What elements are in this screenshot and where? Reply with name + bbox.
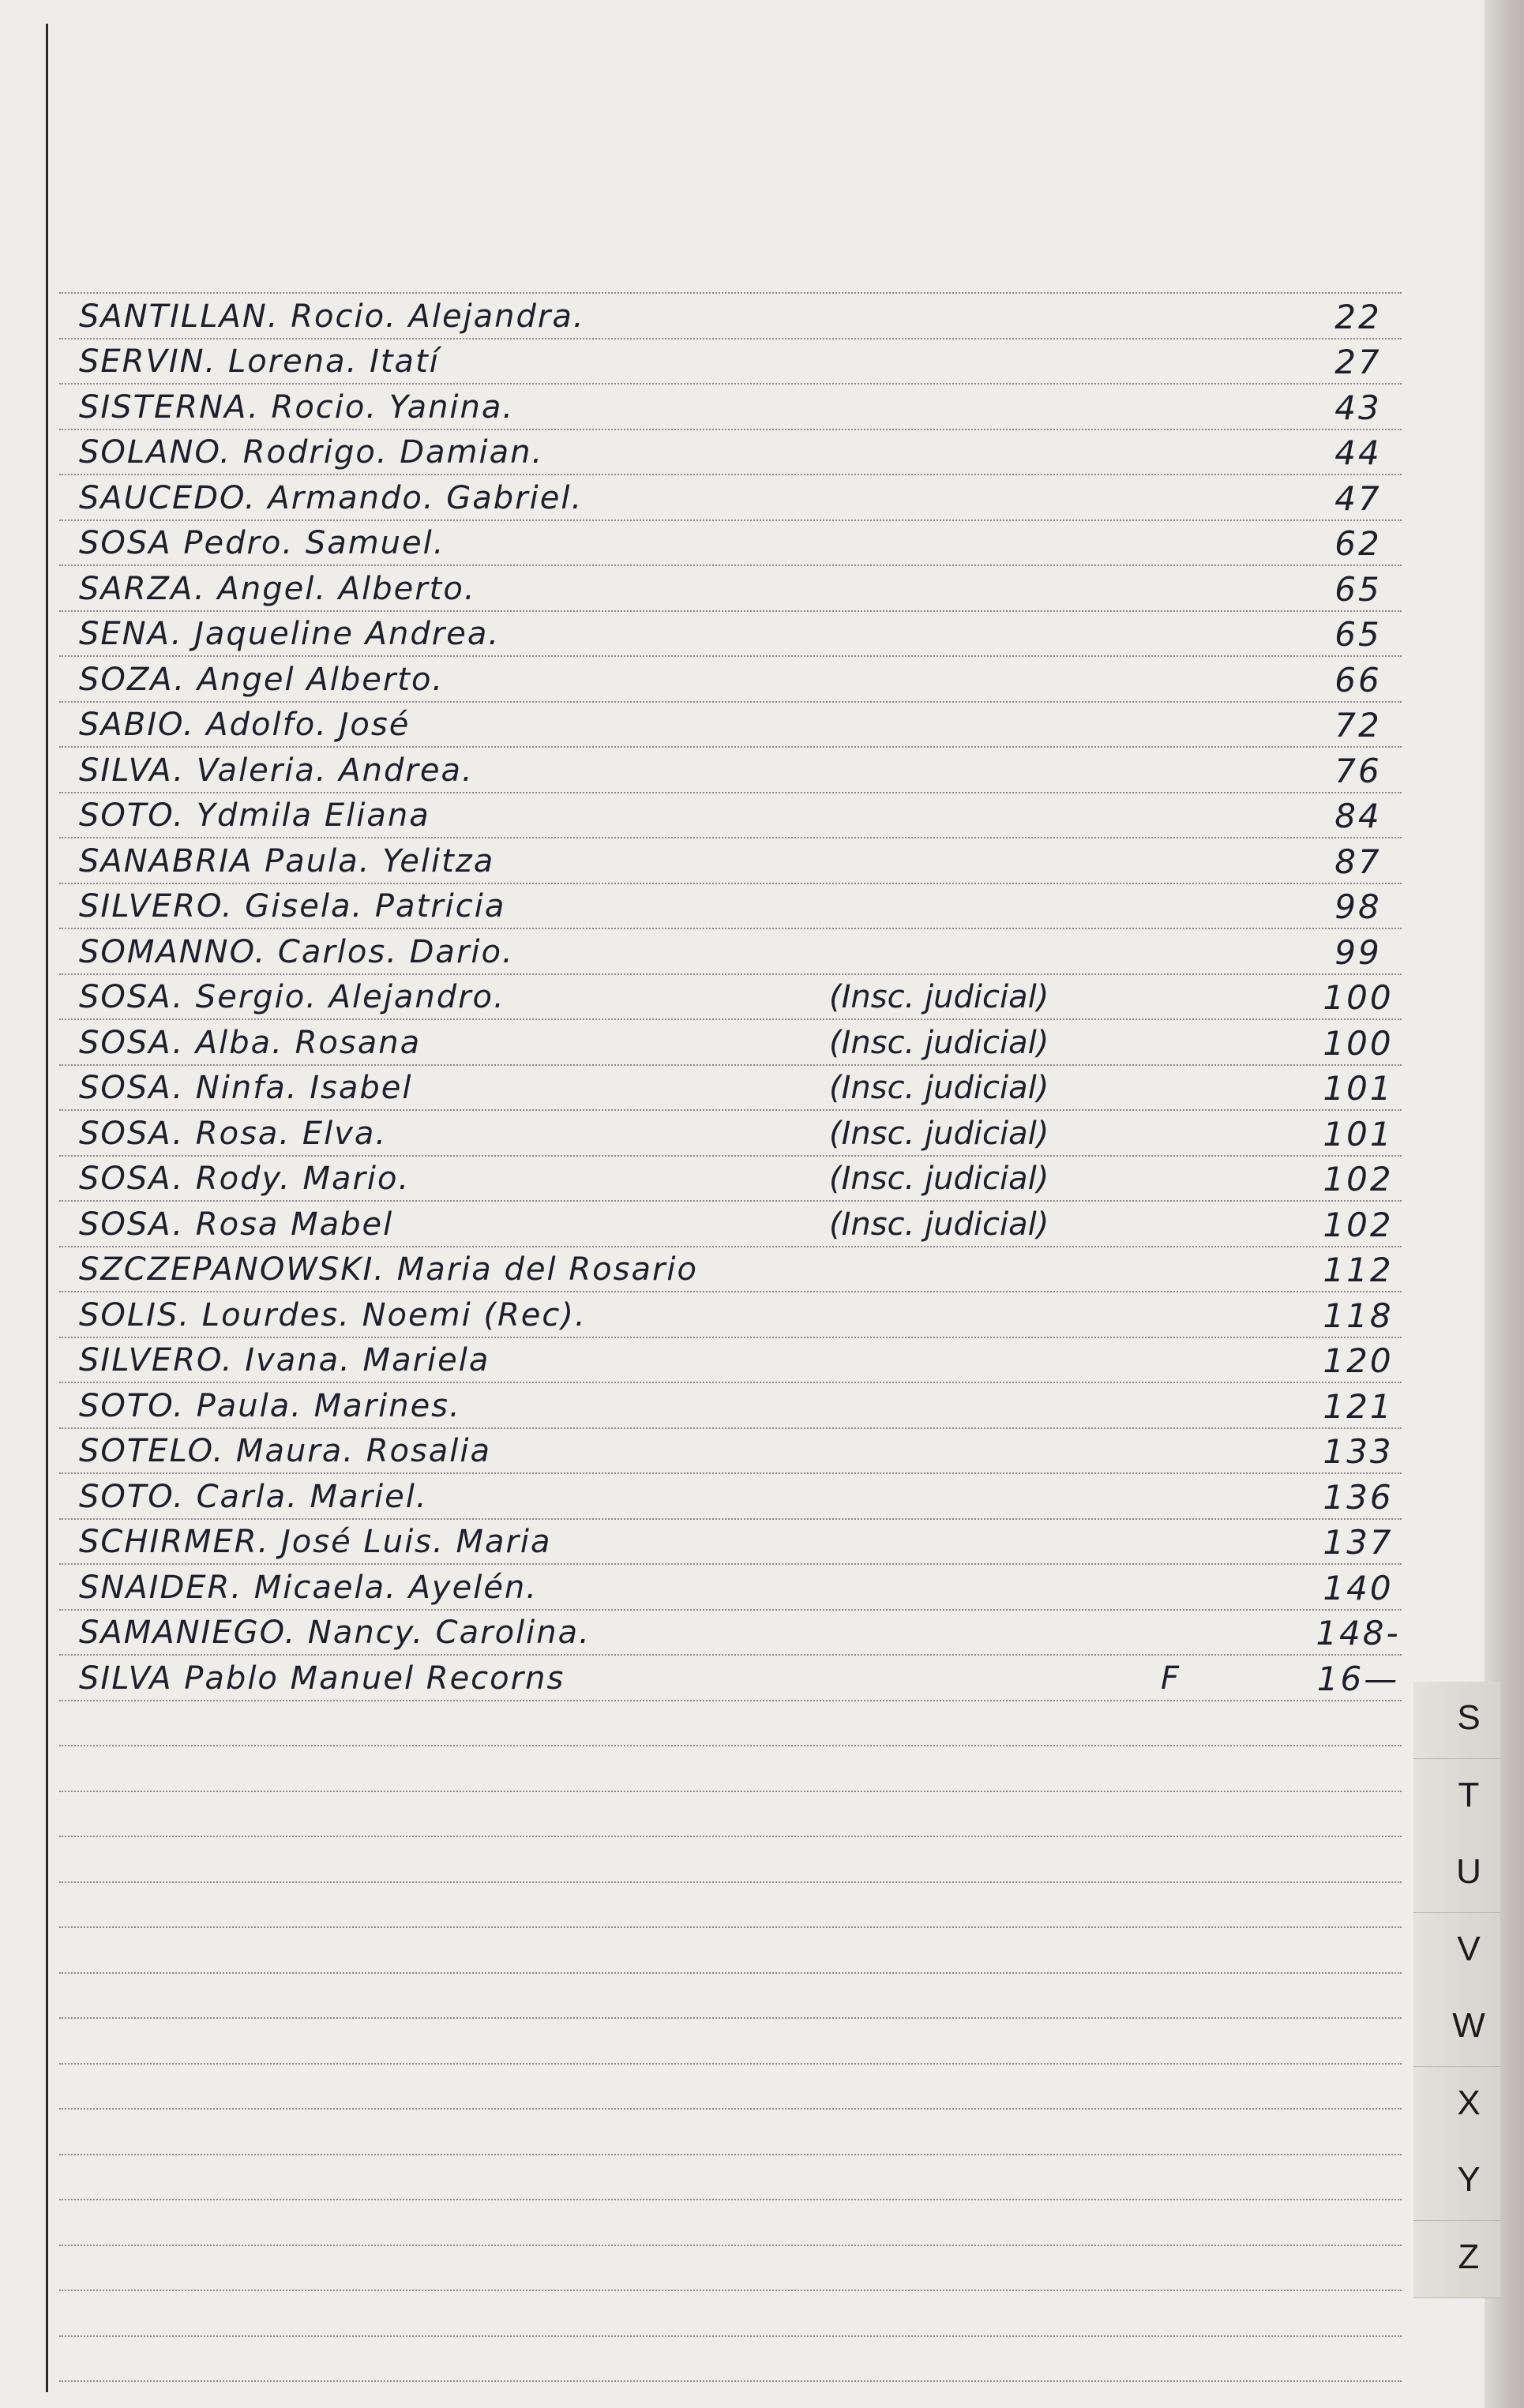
tab-letter: V xyxy=(1457,1929,1481,1968)
entry-name: SOLANO. Rodrigo. Damian. xyxy=(79,434,544,471)
ruled-line xyxy=(59,2199,1402,2200)
ruled-line xyxy=(59,2335,1402,2337)
index-entry xyxy=(79,478,1406,519)
index-entry xyxy=(79,433,1406,474)
entry-page-number: 62 xyxy=(1334,524,1382,563)
index-entry xyxy=(79,614,1406,655)
ruled-line xyxy=(59,1881,1402,1883)
tab-t[interactable] xyxy=(1413,1759,1500,1836)
index-entry xyxy=(79,887,1406,928)
index-entry xyxy=(79,1386,1406,1427)
entry-page-number: 118 xyxy=(1323,1296,1394,1335)
entry-page-number: 148- xyxy=(1316,1614,1401,1652)
index-entry xyxy=(79,342,1406,383)
ruled-line xyxy=(59,610,1402,612)
entry-name: SISTERNA. Rocio. Yanina. xyxy=(79,388,515,426)
entry-name: SOSA. Ninfa. Isabel xyxy=(79,1070,413,1106)
entry-name: SOSA. Rosa. Elva. xyxy=(79,1115,388,1152)
ruled-line xyxy=(59,837,1402,838)
entry-name: SABIO. Adolfo. José xyxy=(79,707,411,743)
ruled-line xyxy=(59,701,1402,703)
ruled-line xyxy=(59,1246,1402,1247)
index-entry xyxy=(79,842,1406,883)
ruled-line xyxy=(59,1472,1402,1474)
entry-page-number: 102 xyxy=(1323,1205,1394,1244)
entry-name: SZCZEPANOWSKI. Maria del Rosario xyxy=(79,1251,698,1288)
ruled-line xyxy=(59,519,1402,521)
entry-name: SCHIRMER. José Luis. Maria xyxy=(79,1524,552,1560)
ruled-line xyxy=(59,1337,1402,1338)
entry-page-number: 140 xyxy=(1323,1568,1394,1607)
index-entry xyxy=(79,1068,1406,1109)
entry-name: SILVERO. Ivana. Mariela xyxy=(79,1342,490,1378)
ruled-line xyxy=(59,1018,1402,1020)
entry-page-number: 102 xyxy=(1323,1160,1394,1198)
entry-name: SAMANIEGO. Nancy. Carolina. xyxy=(79,1615,591,1651)
ruled-line xyxy=(59,746,1402,748)
entry-name: SOSA. Rosa Mabel xyxy=(79,1206,394,1243)
index-entry xyxy=(79,1341,1406,1382)
index-entry xyxy=(79,751,1406,792)
tab-u[interactable] xyxy=(1413,1836,1500,1913)
tab-s[interactable] xyxy=(1413,1682,1500,1759)
tab-z[interactable] xyxy=(1413,2221,1500,2298)
index-entry xyxy=(79,1613,1406,1654)
entry-page-number: 137 xyxy=(1323,1523,1394,1562)
entry-page-number: 136 xyxy=(1323,1477,1394,1517)
ruled-line xyxy=(59,1382,1402,1383)
ruled-line xyxy=(59,1291,1402,1292)
entry-note: (Insc. judicial) xyxy=(829,1070,1049,1106)
tab-letter: W xyxy=(1452,2006,1485,2045)
ruled-line xyxy=(59,564,1402,566)
ruled-line xyxy=(59,1427,1402,1429)
index-entry xyxy=(79,1296,1406,1337)
entry-page-number: 66 xyxy=(1334,660,1382,700)
entry-page-number: 76 xyxy=(1334,751,1382,790)
index-entry xyxy=(79,1568,1406,1609)
entry-page-number: 99 xyxy=(1334,932,1382,972)
ruled-line xyxy=(59,338,1402,339)
entry-page-number: 100 xyxy=(1323,978,1394,1017)
index-entry xyxy=(79,977,1406,1018)
index-entry xyxy=(79,388,1406,429)
ruled-line xyxy=(59,655,1402,657)
index-entry xyxy=(79,1114,1406,1155)
ruled-line xyxy=(59,2154,1402,2155)
index-entry xyxy=(79,297,1406,338)
entry-page-number: 27 xyxy=(1334,343,1382,381)
tab-letter: Z xyxy=(1458,2237,1480,2276)
ruled-line xyxy=(59,1745,1402,1746)
tab-v[interactable] xyxy=(1413,1913,1500,1990)
entry-page-number: 44 xyxy=(1334,433,1382,472)
entry-name: SOLIS. Lourdes. Noemi (Rec). xyxy=(79,1296,587,1333)
ruled-line xyxy=(59,1926,1402,1928)
tab-letter: S xyxy=(1457,1698,1481,1737)
entry-page-number: 87 xyxy=(1334,842,1382,881)
entry-page-number: 43 xyxy=(1334,388,1382,427)
ruled-line xyxy=(59,2380,1402,2382)
ruled-line xyxy=(59,973,1402,975)
ruled-line xyxy=(59,883,1402,884)
entry-name: SOSA. Rody. Mario. xyxy=(79,1161,411,1197)
entry-name: SERVIN. Lorena. Itatí xyxy=(79,343,440,380)
entry-page-number: 101 xyxy=(1323,1069,1394,1108)
entry-page-number: 101 xyxy=(1323,1114,1394,1153)
entry-name: SANTILLAN. Rocio. Alejandra. xyxy=(79,298,585,335)
entry-name: SOZA. Angel Alberto. xyxy=(79,661,445,698)
ruled-line xyxy=(59,1109,1402,1111)
ruled-line xyxy=(59,1791,1402,1792)
entry-page-number: 47 xyxy=(1334,478,1382,518)
ruled-line xyxy=(59,2108,1402,2110)
tab-letter: X xyxy=(1457,2083,1481,2122)
entry-name: SOSA. Alba. Rosana xyxy=(79,1024,422,1061)
ruled-line xyxy=(59,2017,1402,2019)
ruled-line xyxy=(59,928,1402,929)
ruled-line xyxy=(59,1518,1402,1520)
entry-note: (Insc. judicial) xyxy=(829,1206,1049,1243)
entry-name: SARZA. Angel. Alberto. xyxy=(79,570,476,607)
index-entry xyxy=(79,796,1406,837)
entry-mark: F xyxy=(1161,1660,1180,1697)
entry-page-number: 133 xyxy=(1323,1432,1394,1471)
entry-name: SOTO. Paula. Marines. xyxy=(79,1387,461,1424)
index-entry xyxy=(79,1522,1406,1563)
ruled-line xyxy=(59,474,1402,475)
entry-page-number: 84 xyxy=(1334,797,1382,835)
ruled-line xyxy=(59,429,1402,430)
entry-name: SANABRIA Paula. Yelitza xyxy=(79,842,495,880)
ruled-line xyxy=(59,1836,1402,1837)
entry-name: SNAIDER. Micaela. Ayelén. xyxy=(79,1569,538,1606)
entry-page-number: 65 xyxy=(1334,615,1382,654)
entry-name: SOSA. Sergio. Alejandro. xyxy=(79,979,505,1015)
index-entry xyxy=(79,1477,1406,1518)
entry-page-number: 98 xyxy=(1334,887,1382,926)
index-entry xyxy=(79,1159,1406,1200)
entry-name: SOTO. Ydmila Eliana xyxy=(79,797,430,834)
index-entry xyxy=(79,523,1406,564)
ruled-line xyxy=(59,1155,1402,1157)
ruled-line xyxy=(59,2290,1402,2291)
entry-name: SILVA Pablo Manuel Recorns xyxy=(79,1660,565,1697)
tab-x[interactable] xyxy=(1413,2067,1500,2144)
entry-page-number: 121 xyxy=(1323,1386,1394,1426)
tab-y[interactable] xyxy=(1413,2144,1500,2221)
tab-letter: T xyxy=(1458,1775,1480,1814)
tab-letter: Y xyxy=(1457,2160,1481,2199)
ruled-line xyxy=(59,1609,1402,1611)
entry-page-number: 65 xyxy=(1334,569,1382,609)
entry-name: SOSA Pedro. Samuel. xyxy=(79,525,445,561)
ruled-line xyxy=(59,1064,1402,1066)
ruled-line xyxy=(59,1200,1402,1202)
ruled-line xyxy=(59,292,1402,294)
ruled-line xyxy=(59,2063,1402,2065)
entry-note: (Insc. judicial) xyxy=(829,979,1049,1015)
entry-name: SENA. Jaqueline Andrea. xyxy=(79,616,501,652)
ruled-line xyxy=(59,792,1402,793)
entry-page-number: 22 xyxy=(1334,297,1382,336)
tab-letter: U xyxy=(1456,1852,1481,1891)
ruled-line xyxy=(59,1700,1402,1701)
index-entry xyxy=(79,1023,1406,1064)
index-entry xyxy=(79,1250,1406,1291)
entry-page-number: 120 xyxy=(1323,1341,1394,1380)
ruled-line xyxy=(59,383,1402,384)
index-entry xyxy=(79,660,1406,701)
index-entry xyxy=(79,1205,1406,1246)
tab-w[interactable] xyxy=(1413,1990,1500,2067)
index-entry xyxy=(79,932,1406,973)
entry-note: (Insc. judicial) xyxy=(829,1161,1049,1197)
entry-page-number: 100 xyxy=(1323,1023,1394,1063)
entry-name: SOTELO. Maura. Rosalia xyxy=(79,1433,492,1469)
index-entry xyxy=(79,705,1406,746)
entry-name: SAUCEDO. Armando. Gabriel. xyxy=(79,479,584,516)
ruled-line xyxy=(59,2245,1402,2246)
ruled-line xyxy=(59,1972,1402,1974)
entry-name: SILVERO. Gisela. Patricia xyxy=(79,888,506,925)
entry-name: SILVA. Valeria. Andrea. xyxy=(79,752,474,789)
ruled-line xyxy=(59,1654,1402,1656)
entry-note: (Insc. judicial) xyxy=(829,1024,1049,1061)
entry-name: SOTO. Carla. Mariel. xyxy=(79,1478,428,1515)
index-entry xyxy=(79,1431,1406,1472)
entry-page-number: 72 xyxy=(1334,706,1382,745)
entry-page-number: 112 xyxy=(1323,1251,1394,1289)
ruled-line xyxy=(59,1563,1402,1565)
entry-name: SOMANNO. Carlos. Dario. xyxy=(79,933,514,970)
index-entry xyxy=(79,569,1406,610)
entry-note: (Insc. judicial) xyxy=(829,1115,1049,1152)
index-entry xyxy=(79,1659,1406,1700)
entry-page-number: 16— xyxy=(1316,1659,1400,1698)
